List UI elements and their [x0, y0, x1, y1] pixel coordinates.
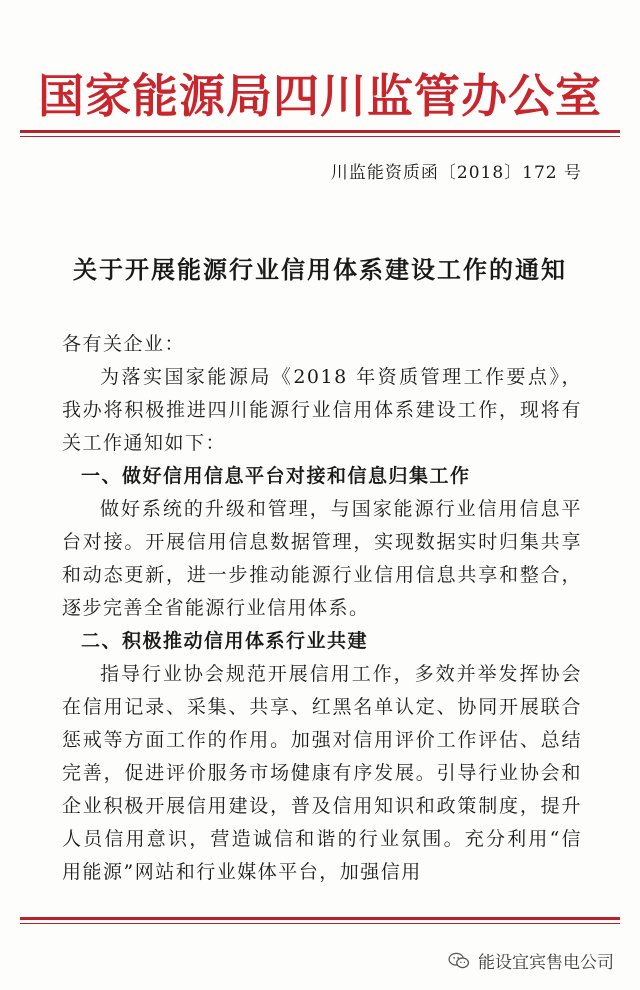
watermark-text: 能设宜宾售电公司: [478, 953, 614, 973]
wechat-icon: [448, 952, 470, 970]
salutation: 各有关企业：: [62, 333, 186, 355]
section-1-paragraph: 做好系统的升级和管理，与国家能源行业信用信息平台对接。开展信用信息数据管理，实现数据实时归集共享和动态更新，进一步推动能源行业信用信息共享和整合，逐步完善全省能源行业信用体系。: [62, 498, 582, 619]
document-number: 川监能资质函〔2018〕172 号: [330, 163, 582, 183]
notice-title: 关于开展能源行业信用体系建设工作的通知: [73, 255, 567, 284]
intro-paragraph: 为落实国家能源局《2018 年资质管理工作要点》，我办将积极推进四川能源行业信用体系建设工作，现将有关工作通知如下：: [62, 366, 582, 454]
letterhead-title: 国家能源局四川监管办公室: [38, 69, 602, 123]
section-1-heading: 一、做好信用信息平台对接和信息归集工作: [81, 465, 471, 487]
header-rule-thick: [20, 130, 620, 133]
document-body: [62, 328, 582, 889]
section-2-heading: 二、积极推动信用体系行业共建: [81, 630, 369, 652]
footer-rule-thin: [20, 923, 620, 924]
header-rule-thin: [20, 136, 620, 137]
watermark: [448, 948, 614, 973]
footer-rule-thick: [20, 917, 620, 920]
section-2-paragraph: 指导行业协会规范开展信用工作，多效并举发挥协会在信用记录、采集、共享、红黑名单认定、协同开展联合惩戒等方面工作的作用。加强对信用评价工作评估、总结完善，促进评价服务市场健康有序发展。引导行业协会和企业积极开展信用建设，普及信用知识和政策制度，提升人员信用意识，营造诚信和谐的行业氛围。充分利用“信用能源”网站和行业媒体平台，加强信用: [62, 663, 582, 883]
